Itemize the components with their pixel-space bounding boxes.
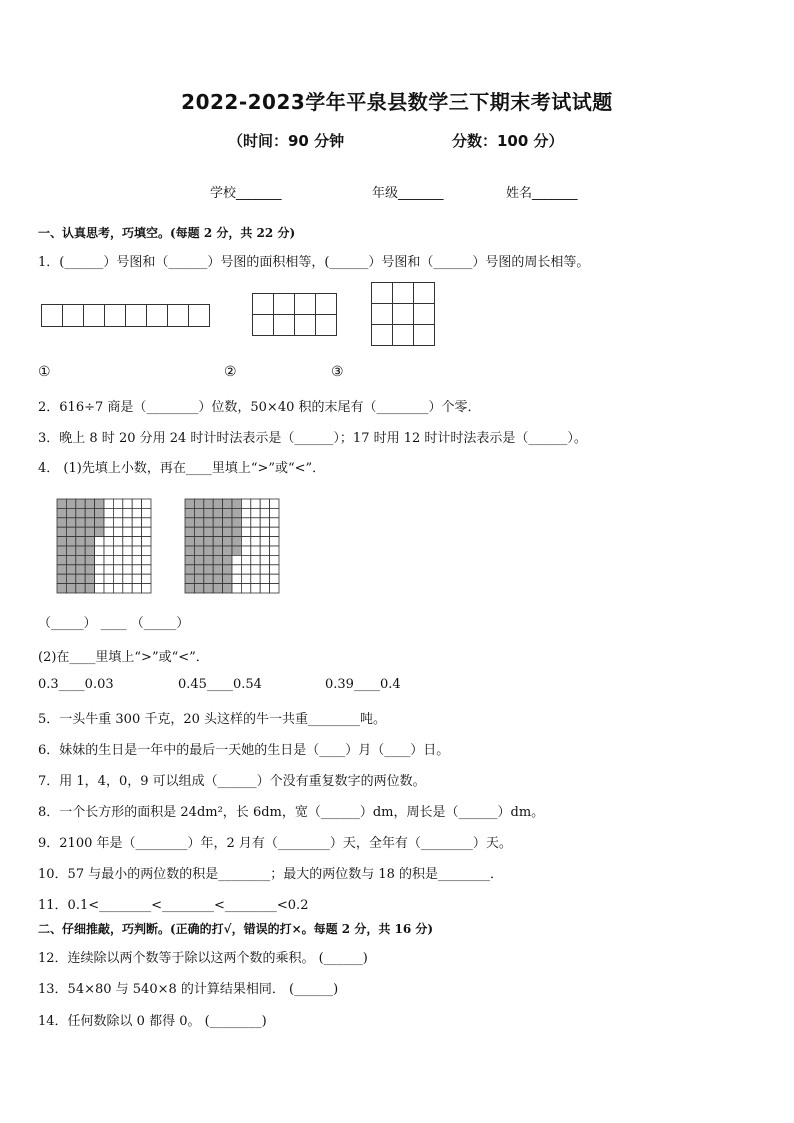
shaded-cell xyxy=(85,518,94,527)
shaded-cell xyxy=(57,537,66,546)
shaded-cell xyxy=(204,537,213,546)
shaded-cell xyxy=(95,508,104,517)
exam-score: 分数：100 分） xyxy=(452,132,564,150)
grid-cell xyxy=(270,574,279,583)
shaded-cell xyxy=(57,555,66,564)
grid-cell xyxy=(104,537,113,546)
shaded-cell xyxy=(194,499,203,508)
grid-cell xyxy=(123,555,132,564)
q4-answer-blanks: （_____） ____ （_____） xyxy=(38,616,190,631)
shaded-cell xyxy=(76,508,85,517)
shaded-cell xyxy=(204,546,213,555)
shaded-cell xyxy=(85,546,94,555)
grid-cell xyxy=(142,537,151,546)
grid-cell xyxy=(142,555,151,564)
grid-cell xyxy=(241,574,250,583)
figure-1-strip xyxy=(41,304,210,327)
shaded-cell xyxy=(76,537,85,546)
grid-cell xyxy=(251,508,260,517)
shaded-cell xyxy=(95,499,104,508)
shaded-cell xyxy=(223,537,232,546)
shaded-cell xyxy=(194,518,203,527)
shaded-cell xyxy=(66,508,75,517)
shaded-cell xyxy=(85,537,94,546)
shaded-cell xyxy=(185,527,194,536)
shaded-cell xyxy=(204,574,213,583)
shaded-cell xyxy=(57,499,66,508)
grid-cell xyxy=(104,555,113,564)
question-14: 14．任何数除以 0 都得 0。 (________) xyxy=(38,1014,267,1029)
shaded-cell xyxy=(85,499,94,508)
shaded-cell xyxy=(185,555,194,564)
grid-cell xyxy=(260,499,269,508)
grid-cell xyxy=(113,565,122,574)
shaded-cell xyxy=(232,537,241,546)
figure-label-1: ① xyxy=(38,364,51,380)
grid-cell xyxy=(132,584,141,593)
exam-time: （时间：90 分钟 xyxy=(228,132,345,150)
shaded-cell xyxy=(213,499,222,508)
shaded-cell xyxy=(194,527,203,536)
grid-cell xyxy=(260,565,269,574)
shaded-cell xyxy=(76,574,85,583)
shaded-cell xyxy=(185,518,194,527)
grid-cell xyxy=(132,527,141,536)
grid-cell xyxy=(142,584,151,593)
shaded-cell xyxy=(194,508,203,517)
shaded-cell xyxy=(213,555,222,564)
shaded-cell xyxy=(57,508,66,517)
shaded-cell xyxy=(185,584,194,593)
shaded-cell xyxy=(204,499,213,508)
shaded-cell xyxy=(204,584,213,593)
grid-cell xyxy=(142,574,151,583)
grid-cell xyxy=(142,546,151,555)
school-field: 学校_______ xyxy=(210,186,282,201)
grid-cell xyxy=(132,518,141,527)
grid-cell xyxy=(232,584,241,593)
shaded-cell xyxy=(223,574,232,583)
grid-cell xyxy=(104,574,113,583)
grid-cell xyxy=(132,499,141,508)
shaded-cell xyxy=(185,546,194,555)
question-5: 5．一头牛重 300 千克，20 头这样的牛一共重________吨。 xyxy=(38,712,387,727)
grid-cell xyxy=(260,574,269,583)
shaded-cell xyxy=(204,527,213,536)
compare-1: 0.3____0.03 xyxy=(38,677,114,692)
question-6: 6．妹妹的生日是一年中的最后一天她的生日是（____）月（____）日。 xyxy=(38,743,450,758)
grid-cell xyxy=(270,546,279,555)
grid-cell xyxy=(104,508,113,517)
shaded-cell xyxy=(76,518,85,527)
grid-cell xyxy=(241,499,250,508)
grid-cell xyxy=(260,508,269,517)
grid-cell xyxy=(132,574,141,583)
grid-cell xyxy=(142,518,151,527)
grid-cell xyxy=(132,555,141,564)
grid-cell xyxy=(241,537,250,546)
question-13: 13．54×80 与 540×8 的计算结果相同． (______) xyxy=(38,982,339,997)
question-7: 7．用 1，4，0，9 可以组成（______）个没有重复数字的两位数。 xyxy=(38,774,426,789)
shaded-cell xyxy=(223,555,232,564)
shaded-cell xyxy=(204,555,213,564)
shaded-cell xyxy=(85,508,94,517)
grid-cell xyxy=(251,574,260,583)
shaded-cell xyxy=(194,555,203,564)
shaded-cell xyxy=(223,584,232,593)
shaded-cell xyxy=(194,537,203,546)
shaded-cell xyxy=(57,565,66,574)
grid-cell xyxy=(241,518,250,527)
grid-cell xyxy=(142,499,151,508)
grid-cell xyxy=(123,527,132,536)
shaded-cell xyxy=(85,584,94,593)
shaded-cell xyxy=(194,574,203,583)
shaded-cell xyxy=(194,546,203,555)
hundred-grid-1 xyxy=(56,498,154,594)
shaded-cell xyxy=(223,527,232,536)
grid-cell xyxy=(232,565,241,574)
shaded-cell xyxy=(57,527,66,536)
shaded-cell xyxy=(85,574,94,583)
grid-cell xyxy=(270,518,279,527)
hundred-grid-2 xyxy=(184,498,282,594)
grid-cell xyxy=(241,546,250,555)
grid-cell xyxy=(113,584,122,593)
grid-cell xyxy=(95,555,104,564)
grid-cell xyxy=(270,527,279,536)
grid-cell xyxy=(241,584,250,593)
grid-cell xyxy=(241,555,250,564)
grid-cell xyxy=(95,584,104,593)
question-4-part2: (2)在____里填上“>”或“<”． xyxy=(38,650,209,665)
shaded-cell xyxy=(76,565,85,574)
shaded-cell xyxy=(213,537,222,546)
section1-heading: 一、认真思考，巧填空。(每题 2 分，共 22 分) xyxy=(38,226,296,240)
shaded-cell xyxy=(57,546,66,555)
shaded-cell xyxy=(95,518,104,527)
grid-cell xyxy=(260,546,269,555)
figure-3-grid xyxy=(371,282,435,346)
grid-cell xyxy=(142,527,151,536)
grid-cell xyxy=(95,565,104,574)
grade-field: 年级_______ xyxy=(372,186,444,201)
grid-cell xyxy=(104,584,113,593)
question-2: 2．616÷7 商是（________）位数，50×40 积的末尾有（________）个零． xyxy=(38,400,481,415)
grid-cell xyxy=(95,537,104,546)
question-4: 4． (1)先填上小数，再在____里填上“>”或“<”． xyxy=(38,461,326,476)
grid-cell xyxy=(123,537,132,546)
grid-cell xyxy=(260,518,269,527)
shaded-cell xyxy=(66,574,75,583)
grid-cell xyxy=(260,527,269,536)
shaded-cell xyxy=(223,518,232,527)
grid-cell xyxy=(270,555,279,564)
grid-cell xyxy=(241,565,250,574)
shaded-cell xyxy=(223,565,232,574)
figure-label-3: ③ xyxy=(331,364,344,380)
shaded-cell xyxy=(223,499,232,508)
question-1: 1．(______）号图和（______）号图的面积相等，(______）号图和（______）号图的周长相等。 xyxy=(38,255,590,270)
grid-cell xyxy=(132,537,141,546)
question-3: 3．晚上 8 时 20 分用 24 时计时法表示是（______）；17 时用 12 时计时法表示是（______）。 xyxy=(38,431,587,446)
shaded-cell xyxy=(213,508,222,517)
shaded-cell xyxy=(85,565,94,574)
page-title: 2022-2023学年平泉县数学三下期末考试试题 xyxy=(181,90,613,114)
grid-cell xyxy=(251,499,260,508)
grid-cell xyxy=(251,527,260,536)
question-11: 11．0.1<________<________<________<0.2 xyxy=(38,898,309,913)
grid-cell xyxy=(142,508,151,517)
grid-cell xyxy=(251,555,260,564)
shaded-cell xyxy=(213,565,222,574)
grid-cell xyxy=(123,508,132,517)
question-8: 8．一个长方形的面积是 24dm²，长 6dm，宽（______）dm，周长是（______）dm。 xyxy=(38,805,545,820)
shaded-cell xyxy=(204,518,213,527)
grid-cell xyxy=(123,499,132,508)
shaded-cell xyxy=(57,574,66,583)
shaded-cell xyxy=(66,584,75,593)
grid-cell xyxy=(270,508,279,517)
grid-cell xyxy=(113,574,122,583)
figure-label-2: ② xyxy=(224,364,237,380)
grid-cell xyxy=(113,555,122,564)
grid-cell xyxy=(104,518,113,527)
grid-cell xyxy=(251,546,260,555)
grid-cell xyxy=(113,508,122,517)
shaded-cell xyxy=(213,518,222,527)
grid-cell xyxy=(95,574,104,583)
grid-cell xyxy=(251,518,260,527)
shaded-cell xyxy=(223,546,232,555)
shaded-cell xyxy=(66,499,75,508)
grid-cell xyxy=(113,546,122,555)
shaded-cell xyxy=(76,584,85,593)
shaded-cell xyxy=(232,508,241,517)
shaded-cell xyxy=(57,584,66,593)
name-field: 姓名_______ xyxy=(506,186,578,201)
shaded-cell xyxy=(66,546,75,555)
shaded-cell xyxy=(85,527,94,536)
shaded-cell xyxy=(66,555,75,564)
grid-cell xyxy=(132,565,141,574)
grid-cell xyxy=(123,518,132,527)
shaded-cell xyxy=(76,546,85,555)
grid-cell xyxy=(270,499,279,508)
grid-cell xyxy=(113,499,122,508)
grid-cell xyxy=(260,555,269,564)
shaded-cell xyxy=(76,499,85,508)
section2-heading: 二、仔细推敲，巧判断。(正确的打√，错误的打×。每题 2 分，共 16 分) xyxy=(38,922,434,936)
shaded-cell xyxy=(185,499,194,508)
shaded-cell xyxy=(204,565,213,574)
shaded-cell xyxy=(66,527,75,536)
shaded-cell xyxy=(213,574,222,583)
grid-cell xyxy=(232,574,241,583)
grid-cell xyxy=(123,584,132,593)
shaded-cell xyxy=(232,499,241,508)
grid-cell xyxy=(270,537,279,546)
question-12: 12．连续除以两个数等于除以这两个数的乘积。 (______) xyxy=(38,951,368,966)
shaded-cell xyxy=(213,527,222,536)
grid-cell xyxy=(113,527,122,536)
grid-cell xyxy=(132,508,141,517)
shaded-cell xyxy=(85,555,94,564)
grid-cell xyxy=(123,546,132,555)
grid-cell xyxy=(123,574,132,583)
shaded-cell xyxy=(95,527,104,536)
figure-2-grid xyxy=(252,293,337,336)
compare-3: 0.39____0.4 xyxy=(325,677,401,692)
grid-cell xyxy=(123,565,132,574)
shaded-cell xyxy=(185,565,194,574)
shaded-cell xyxy=(76,527,85,536)
grid-cell xyxy=(113,518,122,527)
grid-cell xyxy=(104,546,113,555)
shaded-cell xyxy=(213,546,222,555)
shaded-cell xyxy=(223,508,232,517)
question-10: 10．57 与最小的两位数的积是________；最大的两位数与 18 的积是________． xyxy=(38,867,504,882)
shaded-cell xyxy=(232,527,241,536)
grid-cell xyxy=(241,527,250,536)
shaded-cell xyxy=(194,584,203,593)
shaded-cell xyxy=(232,518,241,527)
grid-cell xyxy=(113,537,122,546)
shaded-cell xyxy=(66,565,75,574)
grid-cell xyxy=(232,555,241,564)
shaded-cell xyxy=(204,508,213,517)
grid-cell xyxy=(95,546,104,555)
grid-cell xyxy=(260,584,269,593)
question-9: 9．2100 年是（________）年，2 月有（________）天，全年有（________）天。 xyxy=(38,836,512,851)
grid-cell xyxy=(251,584,260,593)
compare-2: 0.45____0.54 xyxy=(178,677,262,692)
shaded-cell xyxy=(76,555,85,564)
shaded-cell xyxy=(194,565,203,574)
shaded-cell xyxy=(232,546,241,555)
shaded-cell xyxy=(66,537,75,546)
grid-cell xyxy=(270,584,279,593)
grid-cell xyxy=(104,499,113,508)
grid-cell xyxy=(260,537,269,546)
grid-cell xyxy=(251,565,260,574)
grid-cell xyxy=(132,546,141,555)
shaded-cell xyxy=(185,537,194,546)
grid-cell xyxy=(142,565,151,574)
grid-cell xyxy=(270,565,279,574)
grid-cell xyxy=(104,527,113,536)
shaded-cell xyxy=(57,518,66,527)
grid-cell xyxy=(251,537,260,546)
shaded-cell xyxy=(66,518,75,527)
grid-cell xyxy=(241,508,250,517)
shaded-cell xyxy=(185,574,194,583)
shaded-cell xyxy=(185,508,194,517)
grid-cell xyxy=(104,565,113,574)
shaded-cell xyxy=(213,584,222,593)
